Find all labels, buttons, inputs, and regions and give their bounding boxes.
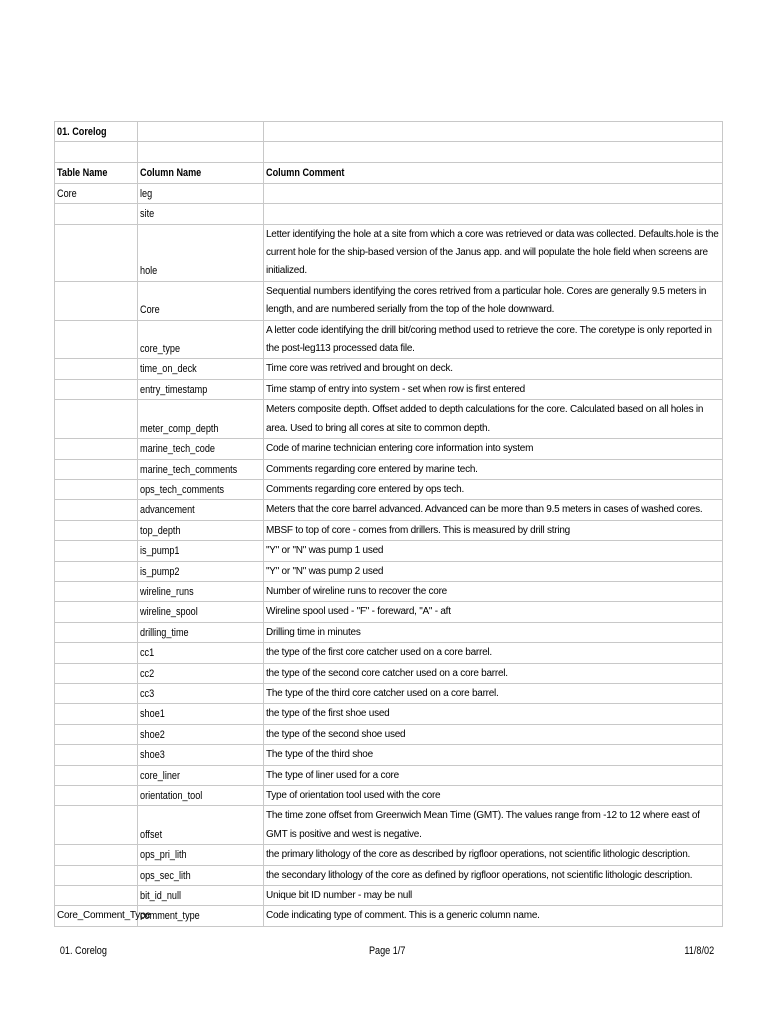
column-name-cell: ops_tech_comments xyxy=(138,479,264,499)
table-row xyxy=(55,183,723,203)
table-name-cell xyxy=(55,663,138,683)
header-column-name: Column Name xyxy=(138,163,264,183)
blank-row xyxy=(55,142,723,163)
column-name-cell: marine_tech_comments xyxy=(138,459,264,479)
table-row xyxy=(55,845,723,865)
column-comment-cell: Drilling time in minutes xyxy=(264,622,723,642)
column-comment-cell: the type of the second shoe used xyxy=(264,724,723,744)
column-comment-cell: A letter code identifying the drill bit/coring method used to retrieve the core. The coretype is only reported in the post-leg113 processed data file. xyxy=(264,320,723,359)
table-name-cell xyxy=(55,400,138,439)
column-comment-cell: Wireline spool used - "F" - foreward, "A" - aft xyxy=(264,602,723,622)
table-name-cell xyxy=(55,281,138,320)
column-name-cell: cc1 xyxy=(138,643,264,663)
table-row xyxy=(55,622,723,642)
table-name-cell xyxy=(55,865,138,885)
table-row xyxy=(55,224,723,281)
column-comment-cell: Sequential numbers identifying the cores retrived from a particular hole. Cores are generally 9.5 meters in length, and are numbered serially from the top of the hole downward. xyxy=(264,281,723,320)
column-comment-cell: the type of the second core catcher used on a core barrel. xyxy=(264,663,723,683)
column-comment-cell: The type of liner used for a core xyxy=(264,765,723,785)
column-name-cell: bit_id_null xyxy=(138,886,264,906)
column-comment-cell: the type of the first core catcher used on a core barrel. xyxy=(264,643,723,663)
column-comment-cell: "Y" or "N" was pump 2 used xyxy=(264,561,723,581)
table-name-cell xyxy=(55,459,138,479)
column-name-cell: top_depth xyxy=(138,520,264,540)
table-name-cell xyxy=(55,622,138,642)
table-name-cell xyxy=(55,745,138,765)
column-comment-cell: Meters composite depth. Offset added to depth calculations for the core. Calculated based on all holes in area. Used to bring all cores at site to common depth. xyxy=(264,400,723,439)
table-name-cell xyxy=(55,724,138,744)
column-name-cell: cc3 xyxy=(138,683,264,703)
column-name-cell: core_liner xyxy=(138,765,264,785)
column-comment-cell: Number of wireline runs to recover the core xyxy=(264,581,723,601)
table-row xyxy=(55,806,723,845)
table-row xyxy=(55,886,723,906)
table-row xyxy=(55,459,723,479)
column-comment-cell: Comments regarding core entered by marine tech. xyxy=(264,459,723,479)
table-name-cell xyxy=(55,886,138,906)
table-row xyxy=(55,602,723,622)
table-name-cell xyxy=(55,320,138,359)
column-comment-cell: Letter identifying the hole at a site from which a core was retrieved or data was collected. Defaults.hole is the current hole for the ship-based version of the Janus app. and will populate the hole field when screens are initialized. xyxy=(264,224,723,281)
column-name-cell: offset xyxy=(138,806,264,845)
table-row xyxy=(55,500,723,520)
table-name-cell xyxy=(55,204,138,224)
column-name-cell: shoe2 xyxy=(138,724,264,744)
column-name-cell: entry_timestamp xyxy=(138,379,264,399)
column-name-cell: marine_tech_code xyxy=(138,439,264,459)
column-name-cell: ops_sec_lith xyxy=(138,865,264,885)
table-row xyxy=(55,581,723,601)
column-comment-cell: Comments regarding core entered by ops tech. xyxy=(264,479,723,499)
title-row xyxy=(55,122,723,142)
footer-date: 11/8/02 xyxy=(684,945,715,957)
column-comment-cell: Meters that the core barrel advanced. Advanced can be more than 9.5 meters in cases of washed cores. xyxy=(264,500,723,520)
table-name-cell xyxy=(55,520,138,540)
column-name-cell: cc2 xyxy=(138,663,264,683)
table-row xyxy=(55,541,723,561)
table-name-cell xyxy=(55,479,138,499)
header-column-comment: Column Comment xyxy=(264,163,723,183)
table-name-cell xyxy=(55,359,138,379)
column-comment-cell: Code indicating type of comment. This is a generic column name. xyxy=(264,906,723,926)
column-name-cell: is_pump1 xyxy=(138,541,264,561)
column-name-cell: wireline_runs xyxy=(138,581,264,601)
table-row xyxy=(55,745,723,765)
column-comment-cell xyxy=(264,183,723,203)
table-name-cell xyxy=(55,224,138,281)
table-name-cell: Core_Comment_Type xyxy=(55,906,138,926)
table-row xyxy=(55,520,723,540)
data-dictionary-table xyxy=(54,121,723,927)
table-row xyxy=(55,320,723,359)
sheet-title-cell: 01. Corelog xyxy=(55,122,138,142)
column-comment-cell: Code of marine technician entering core information into system xyxy=(264,439,723,459)
table-name-cell xyxy=(55,786,138,806)
table-row xyxy=(55,400,723,439)
column-name-cell: comment_type xyxy=(138,906,264,926)
column-name-cell: core_type xyxy=(138,320,264,359)
table-row xyxy=(55,643,723,663)
table-row xyxy=(55,704,723,724)
table-row xyxy=(55,479,723,499)
column-comment-cell: Time core was retrived and brought on deck. xyxy=(264,359,723,379)
column-comment-cell: Time stamp of entry into system - set when row is first entered xyxy=(264,379,723,399)
column-comment-cell: "Y" or "N" was pump 1 used xyxy=(264,541,723,561)
table-name-cell: Core xyxy=(55,183,138,203)
table-name-cell xyxy=(55,683,138,703)
column-name-cell: leg xyxy=(138,183,264,203)
table-name-cell xyxy=(55,541,138,561)
table-row xyxy=(55,663,723,683)
table-row xyxy=(55,865,723,885)
column-name-cell: time_on_deck xyxy=(138,359,264,379)
column-comment-cell: Type of orientation tool used with the core xyxy=(264,786,723,806)
column-name-cell: site xyxy=(138,204,264,224)
footer-sheet-name: 01. Corelog xyxy=(59,945,107,957)
table-row xyxy=(55,765,723,785)
column-name-cell: orientation_tool xyxy=(138,786,264,806)
column-comment-cell xyxy=(264,204,723,224)
table-row xyxy=(55,359,723,379)
column-name-cell: Core xyxy=(138,281,264,320)
table-name-cell xyxy=(55,581,138,601)
column-name-cell: is_pump2 xyxy=(138,561,264,581)
table-name-cell xyxy=(55,561,138,581)
header-row xyxy=(55,163,723,183)
column-name-cell: ops_pri_lith xyxy=(138,845,264,865)
footer-page-number: Page 1/7 xyxy=(368,945,406,957)
column-name-cell: hole xyxy=(138,224,264,281)
table-name-cell xyxy=(55,439,138,459)
table-name-cell xyxy=(55,704,138,724)
column-name-cell: shoe3 xyxy=(138,745,264,765)
table-row xyxy=(55,204,723,224)
table-name-cell xyxy=(55,845,138,865)
table-name-cell xyxy=(55,643,138,663)
table-row xyxy=(55,379,723,399)
table-row xyxy=(55,439,723,459)
column-comment-cell: The type of the third core catcher used on a core barrel. xyxy=(264,683,723,703)
header-table-name: Table Name xyxy=(55,163,138,183)
table-row xyxy=(55,786,723,806)
column-comment-cell: The time zone offset from Greenwich Mean Time (GMT). The values range from -12 to 12 where east of GMT is positive and west is negative. xyxy=(264,806,723,845)
column-name-cell: wireline_spool xyxy=(138,602,264,622)
table-row xyxy=(55,906,723,926)
table-name-cell xyxy=(55,806,138,845)
column-comment-cell: the type of the first shoe used xyxy=(264,704,723,724)
column-name-cell: shoe1 xyxy=(138,704,264,724)
table-row xyxy=(55,724,723,744)
column-name-cell: advancement xyxy=(138,500,264,520)
table-row xyxy=(55,683,723,703)
column-comment-cell: the primary lithology of the core as described by rigfloor operations, not scientific lithologic description. xyxy=(264,845,723,865)
column-comment-cell: the secondary lithology of the core as defined by rigfloor operations, not scientific lithologic description. xyxy=(264,865,723,885)
table-row xyxy=(55,561,723,581)
table-name-cell xyxy=(55,765,138,785)
table-name-cell xyxy=(55,379,138,399)
table-row xyxy=(55,281,723,320)
column-comment-cell: Unique bit ID number - may be null xyxy=(264,886,723,906)
table-name-cell xyxy=(55,602,138,622)
column-name-cell: drilling_time xyxy=(138,622,264,642)
column-comment-cell: The type of the third shoe xyxy=(264,745,723,765)
table-name-cell xyxy=(55,500,138,520)
column-name-cell: meter_comp_depth xyxy=(138,400,264,439)
column-comment-cell: MBSF to top of core - comes from drillers. This is measured by drill string xyxy=(264,520,723,540)
